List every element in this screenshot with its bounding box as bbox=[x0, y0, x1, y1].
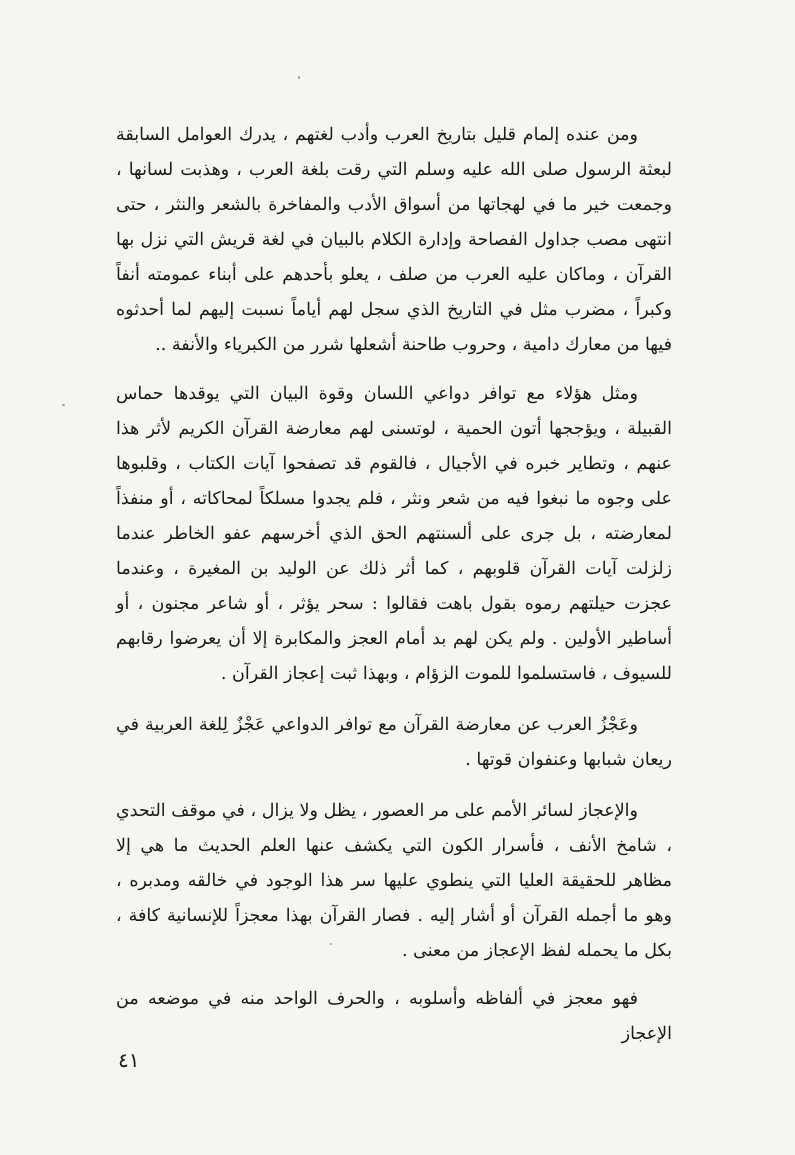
scan-speck bbox=[298, 76, 300, 79]
paragraph-5: فهو معجز في ألفاظه وأسلوبه ، والحرف الواحد منه في موضعه من الإعجاز bbox=[116, 989, 672, 1044]
body-text bbox=[116, 118, 672, 1052]
paragraph-1: ومن عنده إلمام قليل بتاريخ العرب وأدب لغتهم ، يدرك العوامل السابقة لبعثة الرسول صلى الله عليه وسلم التي رقت بلغة العرب ، وهذبت لسانها ، وجمعت خير ما في لهجاتها من أسواق الأدب والمفاخرة بالشعر والنثر ، حتى انتهى مصب جداول الفصاحة وإدارة الكلام بالبيان في لغة قريش التي نزل بها القرآن ، وماكان عليه العرب من صلف ، يعلو بأحدهم على أبناء عمومته أنفاً وكبراً ، مضرب مثل في التاريخ الذي سجل لهم أياماً نسبت إليهم لما أحدثوه فيها من معارك دامية ، وحروب طاحنة أشعلها شرر من الكبرياء والأنفة .. bbox=[116, 125, 672, 355]
scan-speck bbox=[62, 404, 65, 406]
paragraph-4: والإعجاز لسائر الأمم على مر العصور ، يظل ولا يزال ، في موقف التحدي ، شامخ الأنف ، فأسرار الكون التي يكشف عنها العلم الحديث ما هي إلا مظاهر للحقيقة العليا التي ينطوي عليها سر هذا الوجود في خالقه ومدبره ، وهو ما أجمله القرآن أو أشار إليه . فصار القرآن بهذا معجزاً للإنسانية كافة ، بكل ما يحمله لفظ الإعجاز من معنى . bbox=[116, 801, 672, 961]
paragraph-3: وعَجْزُ العرب عن معارضة القرآن مع توافر الدواعي عَجْزٌ لِلغة العربية في ريعان شبابها وعنفوان قوتها . bbox=[116, 715, 672, 770]
page-number: ٤١ bbox=[118, 1048, 140, 1072]
scan-speck bbox=[330, 943, 332, 945]
paragraph-2: ومثل هؤلاء مع توافر دواعي اللسان وقوة البيان التي يوقدها حماس القبيلة ، ويؤججها أتون الحمية ، لوتسنى لهم معارضة القرآن الكريم لأثر هذا عنهم ، وتطاير خبره في الأجيال ، فالقوم قد تصفحوا آيات الكتاب ، وقلبوها على وجوه ما نبغوا فيه من شعر ونثر ، فلم يجدوا مسلكاً لمحاكاته ، أو منفذاً لمعارضته ، بل جرى على ألسنتهم الحق الذي أخرسهم عفو الخاطر عندما زلزلت آيات القرآن قلوبهم ، كما أثر ذلك عن الوليد بن المغيرة ، وعندما عجزت حيلتهم رموه بقول باهت فقالوا : سحر يؤثر ، أو شاعر مجنون ، أو أساطير الأولين . ولم يكن لهم بد أمام العجز والمكابرة إلا أن يعرضوا رقابهم للسيوف ، فاستسلموا للموت الزؤام ، وبهذا ثبت إعجاز القرآن . bbox=[116, 384, 672, 684]
